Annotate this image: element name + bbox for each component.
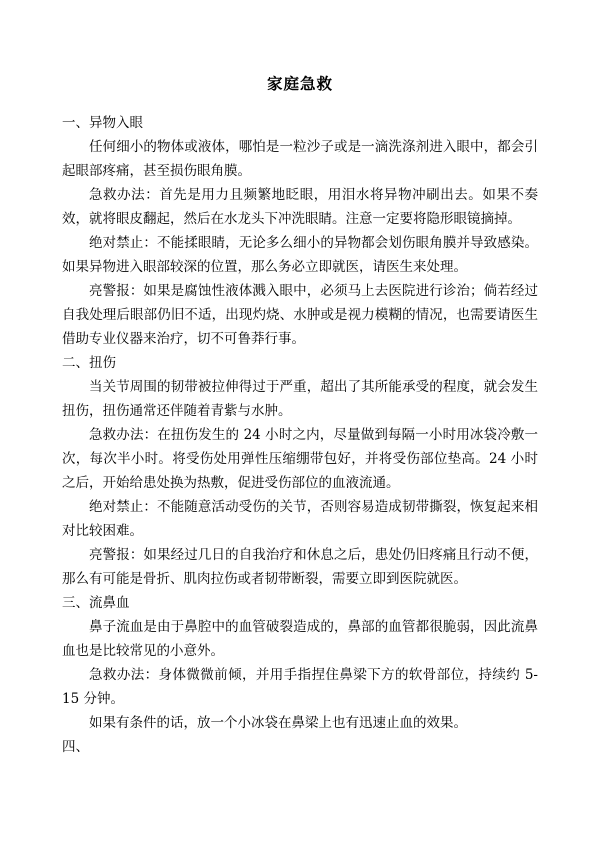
- paragraph: 如果有条件的话，放一个小冰袋在鼻梁上也有迅速止血的效果。: [89, 715, 467, 732]
- section-heading: 四、: [62, 739, 89, 756]
- paragraph: 鼻子流血是由于鼻腔中的血管破裂造成的，鼻部的血管都很脆弱，因此流鼻血也是比较常见的小意外。: [62, 619, 538, 660]
- paragraph: 急救办法：在扭伤发生的 24 小时之内，尽量做到每隔一小时用冰袋冷敷一次，每次半小时。将受伤处用弹性压缩绷带包好，并将受伤部位垫高。24 小时之后，开始给患处换为热敷，促进受伤部位的血液流通。: [62, 427, 538, 492]
- paragraph: 任何细小的物体或液体，哪怕是一粒沙子或是一滴洗涤剂进入眼中，都会引起眼部疼痛，甚至损伤眼角膜。: [62, 138, 538, 179]
- paragraph: 急救办法：首先是用力且频繁地眨眼，用泪水将异物冲刷出去。如果不奏效，就将眼皮翻起，然后在水龙头下冲洗眼睛。注意一定要将隐形眼镜摘掉。: [62, 186, 538, 227]
- paragraph: 当关节周围的韧带被拉伸得过于严重，超出了其所能承受的程度，就会发生扭伤，扭伤通常还伴随着青紫与水肿。: [62, 378, 538, 419]
- section-heading: 一、异物入眼: [62, 114, 143, 131]
- paragraph: 急救办法：身体微微前倾，并用手指捏住鼻梁下方的软骨部位，持续约 5-15 分钟。: [62, 667, 538, 708]
- document-body: [62, 111, 538, 759]
- section-heading: 二、扭伤: [62, 354, 116, 371]
- section-heading: 三、流鼻血: [62, 595, 130, 612]
- paragraph: 亮警报：如果经过几日的自我治疗和休息之后，患处仍旧疼痛且行动不便，那么有可能是骨折、肌肉拉伤或者韧带断裂，需要立即到医院就医。: [62, 547, 538, 588]
- paragraph: 亮警报：如果是腐蚀性液体溅入眼中，必须马上去医院进行诊治；倘若经过自我处理后眼部仍旧不适，出现灼烧、水肿或是视力模糊的情况，也需要请医生借助专业仪器来治疗，切不可鲁莽行事。: [62, 282, 538, 347]
- paragraph: 绝对禁止：不能揉眼睛，无论多么细小的异物都会划伤眼角膜并导致感染。如果异物进入眼部较深的位置，那么务必立即就医，请医生来处理。: [62, 234, 538, 275]
- paragraph: 绝对禁止：不能随意活动受伤的关节，否则容易造成韧带撕裂，恢复起来相对比较困难。: [62, 499, 538, 540]
- page-title: 家庭急救: [266, 74, 333, 93]
